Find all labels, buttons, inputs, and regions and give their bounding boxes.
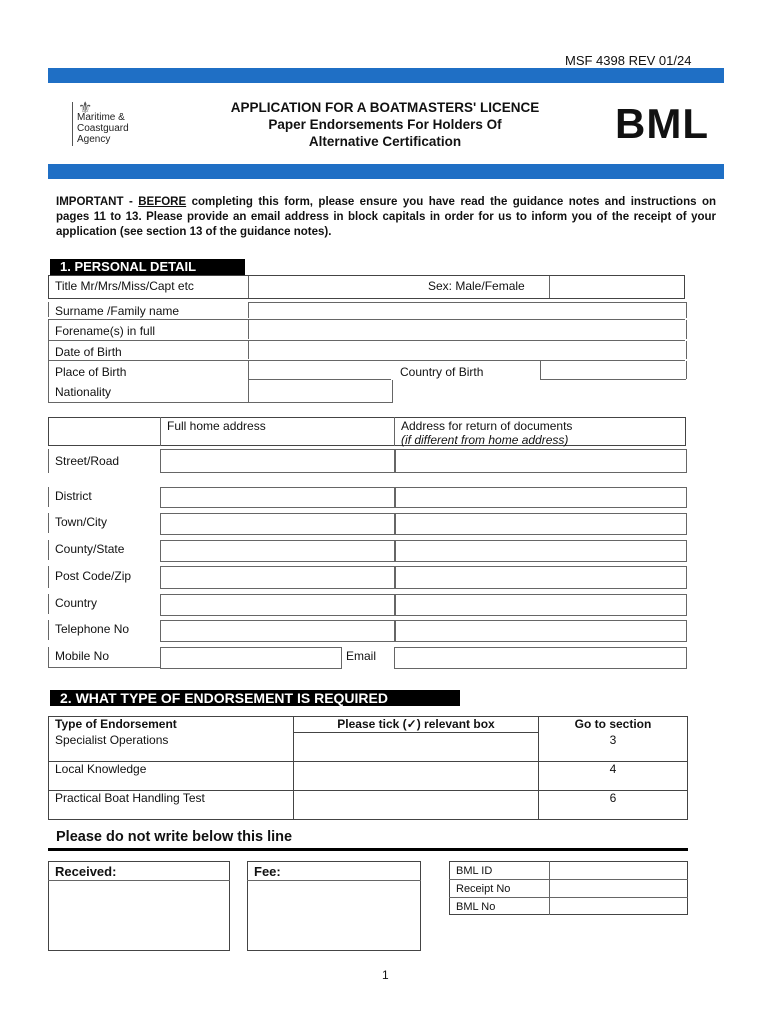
go-to-section: 6 — [539, 791, 688, 820]
forenames-input[interactable] — [248, 320, 687, 339]
agency-name-line: Agency — [77, 134, 111, 145]
section2-heading: 2. WHAT TYPE OF ENDORSEMENT IS REQUIRED — [50, 690, 460, 706]
return-district-input[interactable] — [394, 487, 687, 508]
endorsement-type: Local Knowledge — [49, 762, 294, 791]
bml-id-label: BML ID — [456, 865, 493, 877]
important-prefix: IMPORTANT - — [56, 196, 139, 208]
address-row-label: Town/City — [55, 515, 108, 529]
cob-label: Country of Birth — [400, 365, 484, 379]
home-postcode-input[interactable] — [160, 566, 396, 589]
table-row — [49, 762, 688, 791]
bml-no-label: BML No — [456, 901, 496, 913]
important-notice — [56, 195, 716, 240]
title-line-1: APPLICATION FOR A BOATMASTERS' LICENCE — [230, 100, 540, 115]
table-row — [49, 733, 688, 762]
header-bottom-bar — [48, 164, 724, 179]
address-row-label: County/State — [55, 542, 125, 556]
receipt-no-label: Receipt No — [456, 883, 511, 895]
office-use-divider — [48, 848, 688, 851]
agency-name-line: Maritime & — [77, 112, 125, 123]
dob-label: Date of Birth — [55, 345, 122, 359]
form-badge: BML — [615, 100, 709, 147]
home-county-input[interactable] — [160, 540, 396, 562]
return-street-input[interactable] — [394, 449, 687, 473]
endorsement-type: Specialist Operations — [49, 733, 294, 762]
email-input[interactable] — [394, 647, 687, 669]
return-address-note: (if different from home address) — [401, 433, 569, 447]
bml-no-input[interactable] — [551, 898, 687, 914]
endorsement-table — [48, 716, 688, 820]
important-emphasis: BEFORE — [138, 196, 187, 208]
title-input[interactable] — [248, 276, 419, 298]
mobile-input[interactable] — [160, 647, 342, 669]
sex-input[interactable] — [549, 276, 685, 298]
nationality-label: Nationality — [55, 385, 112, 399]
section1-heading: 1. PERSONAL DETAIL — [50, 259, 245, 275]
form-title — [190, 99, 580, 150]
forenames-label: Forename(s) in full — [55, 324, 156, 338]
bml-id-input[interactable] — [551, 862, 687, 878]
form-reference: MSF 4398 REV 01/24 — [565, 53, 692, 68]
page-number: 1 — [382, 968, 389, 982]
address-row-label: Post Code/Zip — [55, 569, 132, 583]
cob-input[interactable] — [540, 361, 687, 379]
address-rows — [48, 449, 686, 473]
col-type-header: Type of Endorsement — [49, 717, 294, 733]
sex-label: Sex: Male/Female — [428, 279, 525, 293]
home-district-input[interactable] — [160, 487, 396, 508]
table-row — [49, 791, 688, 820]
important-text: completing this form, please ensure you have read the guidance notes and instructions on pages 11 to 13. Please provide an email address in block capitals in order for us to inform you of the receipt of your application (see section 13 of the guidance notes). — [56, 196, 716, 238]
home-town-input[interactable] — [160, 513, 396, 535]
address-row-label: Street/Road — [55, 454, 120, 468]
endorsement-type: Practical Boat Handling Test — [49, 791, 294, 820]
address-row-label: District — [55, 489, 92, 503]
fee-label: Fee: — [254, 864, 281, 879]
address-header — [48, 417, 686, 446]
surname-input[interactable] — [248, 302, 687, 318]
go-to-section: 3 — [539, 733, 688, 762]
office-use-notice: Please do not write below this line — [56, 829, 293, 845]
pob-input[interactable] — [248, 361, 392, 379]
email-label: Email — [346, 649, 377, 663]
address-row-label: Telephone No — [55, 622, 130, 636]
home-street-input[interactable] — [160, 449, 396, 473]
address-row-label: Country — [55, 596, 98, 610]
return-postcode-input[interactable] — [394, 566, 687, 589]
surname-label: Surname /Family name — [55, 304, 180, 318]
title-line-2: Paper Endorsements For Holders Of — [268, 117, 502, 132]
return-address-label: Address for return of documents — [401, 419, 573, 433]
title-label: Title Mr/Mrs/Miss/Capt etc — [55, 279, 194, 293]
return-county-input[interactable] — [394, 540, 687, 562]
nationality-input[interactable] — [248, 380, 393, 403]
mobile-label: Mobile No — [55, 649, 110, 663]
received-label: Received: — [55, 864, 117, 879]
tick-box-boat-handling[interactable] — [294, 791, 539, 820]
pob-label: Place of Birth — [55, 365, 127, 379]
tick-box-specialist[interactable] — [294, 733, 539, 762]
col-tick-header: Please tick (✓) relevant box — [294, 717, 539, 733]
dob-input[interactable] — [248, 341, 687, 359]
col-section-header: Go to section — [539, 717, 688, 733]
return-telephone-input[interactable] — [394, 620, 687, 642]
tick-box-local-knowledge[interactable] — [294, 762, 539, 791]
receipt-no-input[interactable] — [551, 880, 687, 896]
home-telephone-input[interactable] — [160, 620, 396, 642]
return-country-input[interactable] — [394, 594, 687, 616]
home-country-input[interactable] — [160, 594, 396, 616]
home-address-label: Full home address — [167, 419, 266, 433]
crest-icon: ⚜ — [78, 100, 93, 117]
title-line-3: Alternative Certification — [308, 134, 462, 149]
go-to-section: 4 — [539, 762, 688, 791]
top-blue-bar — [48, 68, 724, 83]
return-town-input[interactable] — [394, 513, 687, 535]
agency-logo — [68, 98, 148, 150]
agency-name-line: Coastguard — [77, 123, 129, 134]
